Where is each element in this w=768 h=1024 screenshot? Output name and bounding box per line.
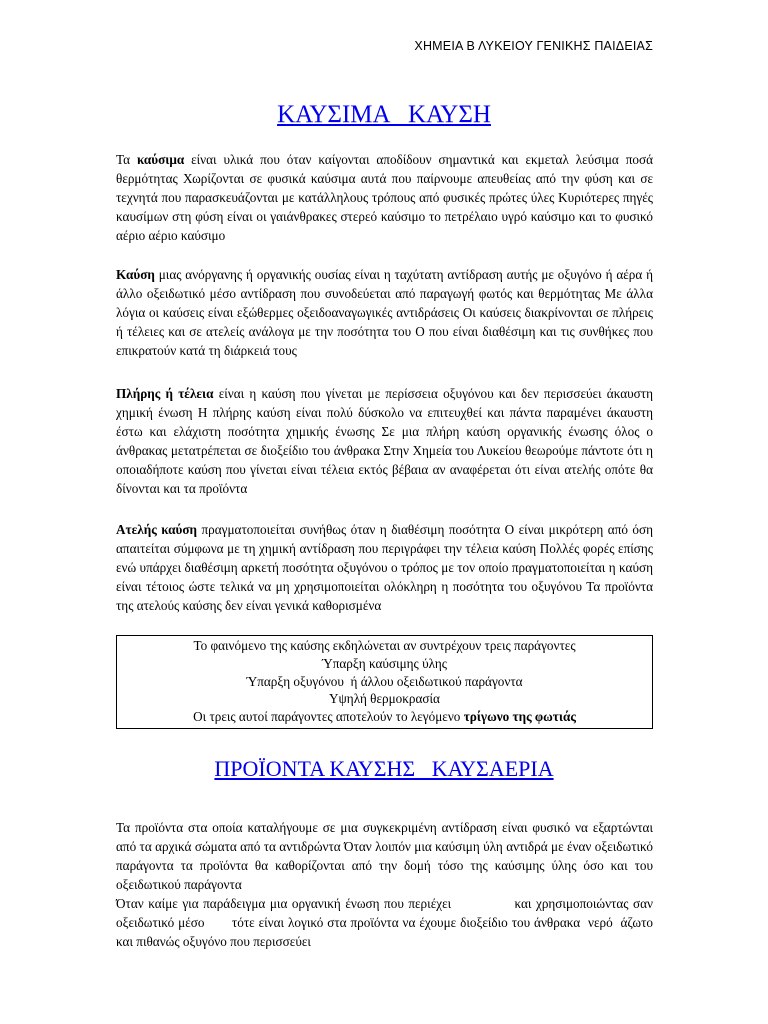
box-line-temperature: Υψηλή θερμοκρασία xyxy=(329,691,440,707)
paragraph-text: πραγματοποιείται συνήθως όταν η διαθέσιμη ποσότητα Ο είναι μικρότερη από όση απαιτείται σύμφωνα με τη χημική αντίδραση που περιγράφει την τέλεια καύση Πολλές φορές επίσης ενώ υπάρχει διαθέσιμη αρκετή ποσότητα οξυγόνου ο τρόπος με τον οποίο πραγματοποιείται η καύση είναι τέτοιος ώστε τελικά να μη χρησιμοποιείται ολόκληρη η ποσότητα του οξυγόνου Τα προϊόντα της ατελούς καύσης δεν είναι γενικά καθορισμένα xyxy=(116,522,654,613)
paragraph-text: είναι η καύση που γίνεται με περίσσεια οξυγόνου και δεν περισσεύει άκαυστη χημική ένωση Η πλήρης καύση είναι πολύ δύσκολο να επιτευχθεί και πάντα παραμένει άκαυστη έστω και ελάχιστη ποσότητα χημικής ένωσης Σε μια πλήρη καύση οργανικής ένωσης όλος ο άνθρακας μετατρέπεται σε διοξείδιο του άνθρακα Στην Χημεία του Λυκείου θεωρούμε πάντοτε ότι η οποιαδήποτε καύση που γίνεται είναι τέλεια εκτός βέβαια αν αναφέρεται ότι είναι ατελής οπότε θα δίνονται και τα προϊόντα xyxy=(116,386,653,496)
section-title-fuels-combustion: ΚΑΥΣΙΜΑ ΚΑΥΣΗ xyxy=(277,101,491,128)
term-fire-triangle: τρίγωνο της φωτιάς xyxy=(463,709,576,725)
box-conclusion-text: Οι τρεις αυτοί παράγοντες αποτελούν το λεγόμενο xyxy=(193,709,464,725)
paragraph-combustion xyxy=(116,265,653,360)
paragraph-text: Τα προϊόντα στα οποία καταλήγουμε σε μια συγκεκριμένη αντίδραση είναι φυσικό να εξαρτώνται από τα αρχικά σώματα από τα αντιδρώντα Όταν λοιπόν μια καύσιμη ύλη αντιδρά με έναν οξειδωτικό παράγοντα τα προϊόντα θα καθορίζονται από την δομή τόσο της καύσιμης ύλης όσο και του οξειδωτικού παράγοντα xyxy=(116,820,653,892)
paragraph-complete-combustion xyxy=(116,384,653,498)
box-line-fuel: Ύπαρξη καύσιμης ύλης xyxy=(321,655,448,671)
box-line-conclusion xyxy=(117,708,652,726)
fire-triangle-box xyxy=(116,635,653,729)
box-line-oxygen: Ύπαρξη οξυγόνου ή άλλου οξειδωτικού παράγοντα xyxy=(246,673,523,689)
section-title-combustion-products: ΠΡΟΪΟΝΤΑ ΚΑΥΣΗΣ ΚΑΥΣΑΕΡΙΑ xyxy=(214,756,554,781)
paragraph-example-text: Όταν καίμε για παράδειγμα μια οργανική ένωση που περιέχει και χρησιμοποιώντας σαν οξειδωτικό μέσο τότε είναι λογικό στα προϊόντα να έχουμε διοξείδιο του άνθρακα νερό άζωτο και πιθανώς οξυγόνο που περισσεύει xyxy=(116,896,657,949)
paragraph-combustion-products xyxy=(116,818,657,951)
term-combustion: Καύση xyxy=(116,267,155,282)
box-line-intro: Το φαινόμενο της καύσης εκδηλώνεται αν συντρέχουν τρεις παράγοντες xyxy=(193,638,576,653)
page-header: ΧΗΜΕΙΑ Β ΛΥΚΕΙΟΥ ΓΕΝΙΚΗΣ ΠΑΙΔΕΙΑΣ xyxy=(414,39,653,53)
paragraph-text: μιας ανόργανης ή οργανικής ουσίας είναι η ταχύτατη αντίδραση αυτής με οξυγόνο ή αέρα ή άλλο οξειδωτικό μέσο αντίδραση που συνοδεύεται από παραγωγή φωτός και θερμότητας Με άλλα λόγια οι καύσεις είναι εξώθερμες οξειδοαναγωγικές αντιδράσεις Οι καύσεις διακρίνονται σε πλήρεις ή τέλειες και σε ατελείς ανάλογα με την ποσότητα του Ο που είναι διαθέσιμη και τις συνθήκες που επικρατούν κατά τη διάρκειά τους xyxy=(116,267,653,358)
term-complete-combustion: Πλήρης ή τέλεια xyxy=(116,386,214,401)
paragraph-prefix: Τα xyxy=(116,152,137,167)
term-incomplete-combustion: Ατελής καύση xyxy=(116,522,198,537)
paragraph-text: είναι υλικά που όταν καίγονται αποδίδουν σημαντικά και εκμεταλ λεύσιμα ποσά θερμότητας Χωρίζονται σε φυσικά καύσιμα αυτά που παίρνουμε απευθείας από την φύση και σε τεχνητά που παρασκευάζονται με κατάλληλους τρόπους από φυσικές πρώτες ύλες Κυριότερες πηγές καυσίμων στη φύση είναι οι γαιάνθρακες στερεό καύσιμο το πετρέλαιο υγρό καύσιμο και το φυσικό αέριο αέριο καύσιμο xyxy=(116,152,653,243)
paragraph-incomplete-combustion xyxy=(116,520,653,615)
paragraph-fuels xyxy=(116,150,653,245)
term-fuels: καύσιμα xyxy=(136,152,185,167)
